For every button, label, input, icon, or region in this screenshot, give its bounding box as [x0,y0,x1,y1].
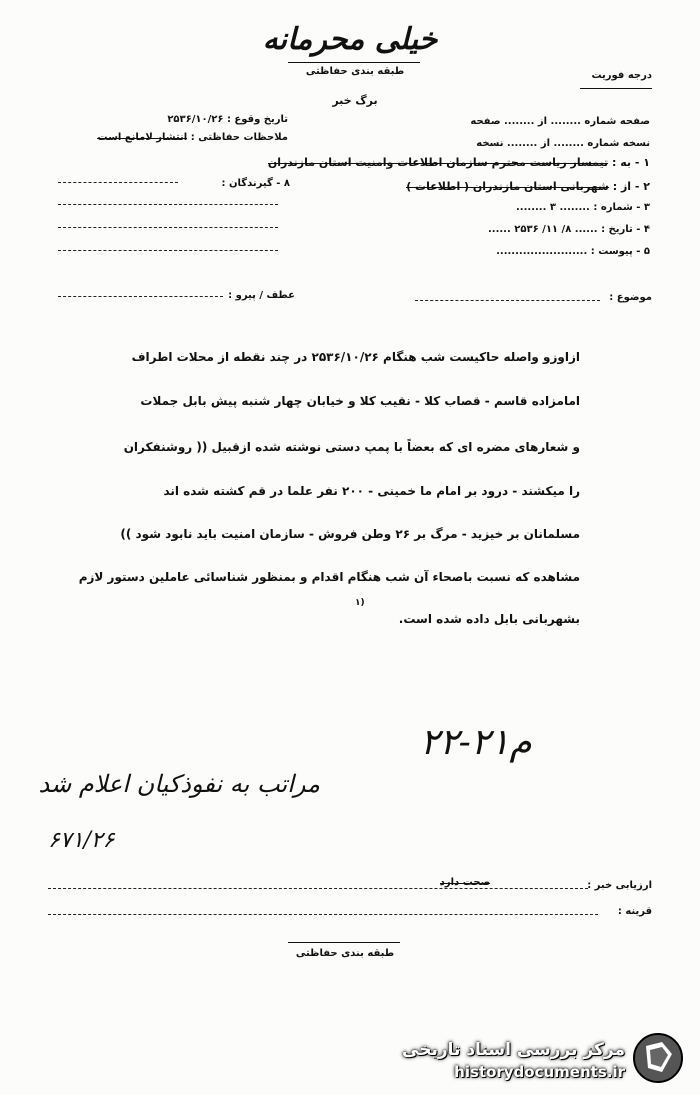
body-line-5: مسلمانان بر خیزید - مرگ بر ۲۶ وطن فروش - سازمان امنیت باید نابود شود )) [120,527,580,541]
from-row [330,180,650,193]
body-line-2: امامزاده قاسم - قصاب کلا - نقیب کلا و خیابان چهار شنبه پیش بابل جملات [140,394,580,408]
date-label: ۴ - تاریخ : [601,224,650,235]
document-title: خیلی محرمانه [262,22,438,57]
evidence-line [48,914,598,915]
page-from-label: از [537,116,548,127]
watermark-url: historydocuments.ir [454,1063,625,1081]
evaluation-label: ارزیابی خبر : [587,880,652,891]
subject-line [415,300,600,301]
urgency-label: درجه فوریت [591,70,652,81]
evaluation-line [48,888,588,889]
from-label: ۲ - از : [612,180,650,193]
body-line-7: بشهربانی بابل داده شده است. [398,612,580,626]
copy-number-row: نسخه شماره ........ از ........ نسخه [476,138,650,149]
to-label: ۱ - به : [612,156,650,169]
recipients-line-4 [58,250,278,251]
number-row: ۳ - شماره : ........ ۳ ........ [516,202,650,213]
to-value: تیمسار ریاست محترم سازمان اطلاعات وامنیت استان مازندران [267,156,609,169]
date-value: ۸/ ۱۱/ ۲۵۳۶ [514,224,572,235]
recipients-line-2 [58,204,278,205]
handwritten-number: ۲۲-۲۱م [420,722,532,763]
recipients-line-1 [58,182,178,183]
occurrence-date-value: ۲۵۳۶/۱۰/۲۶ [167,114,224,125]
number-value: ۳ [549,202,556,213]
watermark-title: مرکز بررسی اسناد تاریخی [402,1040,625,1060]
recipients-label: ۸ - گیرندگان : [221,178,290,189]
page-unit-label: صفحه [470,116,501,127]
page-number-row: صفحه شماره ........ از ........ صفحه [470,116,650,127]
title-underline [288,62,420,63]
from-value: شهربانی استان مازندران ( اطلاعات ) [406,180,609,193]
evaluation-value [420,877,510,888]
number-label: ۳ - شماره : [593,202,650,213]
protection-notes-label: ملاحظات حفاظتی : [190,132,288,143]
attachment-row: ۵ - پیوست : ........................ [496,246,650,257]
evidence-label: قرینه : [617,906,652,917]
form-title: برگ خبر [332,94,378,107]
handwritten-note: مراتب به نفوذکیان اعلام شد [38,770,320,798]
recipients-line-3 [58,227,278,228]
follow-label: عطف / پیرو : [228,290,295,301]
archive-logo-icon [632,1032,684,1084]
attachment-label: ۵ - پیوست : [590,246,650,257]
protection-notes [58,132,288,143]
handwritten-code: ۶۷۱/۲۶ [48,828,115,853]
body-line-6: مشاهده که نسبت باصحاء آن شب هنگام اقدام و بمنظور شناسائی عاملین دستور لازم [78,570,580,584]
copy-unit-label: نسخه [476,138,504,149]
evaluation-value-text: صحت دارد [439,877,491,888]
copy-from-label: از [540,138,550,149]
classification-header: طبقه بندی حفاظتی [305,66,405,77]
body-superscript: ۱) [355,598,365,608]
body-line-4: را میکشند - درود بر امام ما خمینی - ۲۰۰ نفر علما در قم کشته شده اند [163,484,580,498]
subject-label: موضوع : [609,292,652,303]
occurrence-date [58,114,288,125]
classification-footer: طبقه بندی حفاظتی [295,948,395,959]
body-line-3: و شعارهای مضره ای که بعضاً با پمپ دستی نوشته شده ازقبیل (( روشنفکران [123,440,580,454]
occurrence-date-label: تاریخ وقوع : [226,114,288,125]
copy-number-label: نسخه شماره [587,138,650,149]
follow-line [58,296,223,297]
urgency-underline [580,88,652,89]
date-row: ۴ - تاریخ : ...... ۸/ ۱۱/ ۲۵۳۶ ...... [487,224,650,235]
body-line-1: ازاوزو واصله حاکیست شب هنگام ۲۵۳۶/۱۰/۲۶ در چند نقطه از محلات اطراف [131,350,580,364]
protection-notes-value: انتشار لامانع است [97,132,188,143]
page-number-label: صفحه شماره [584,116,650,127]
footer-classification-line [288,942,400,943]
to-row [250,156,650,169]
